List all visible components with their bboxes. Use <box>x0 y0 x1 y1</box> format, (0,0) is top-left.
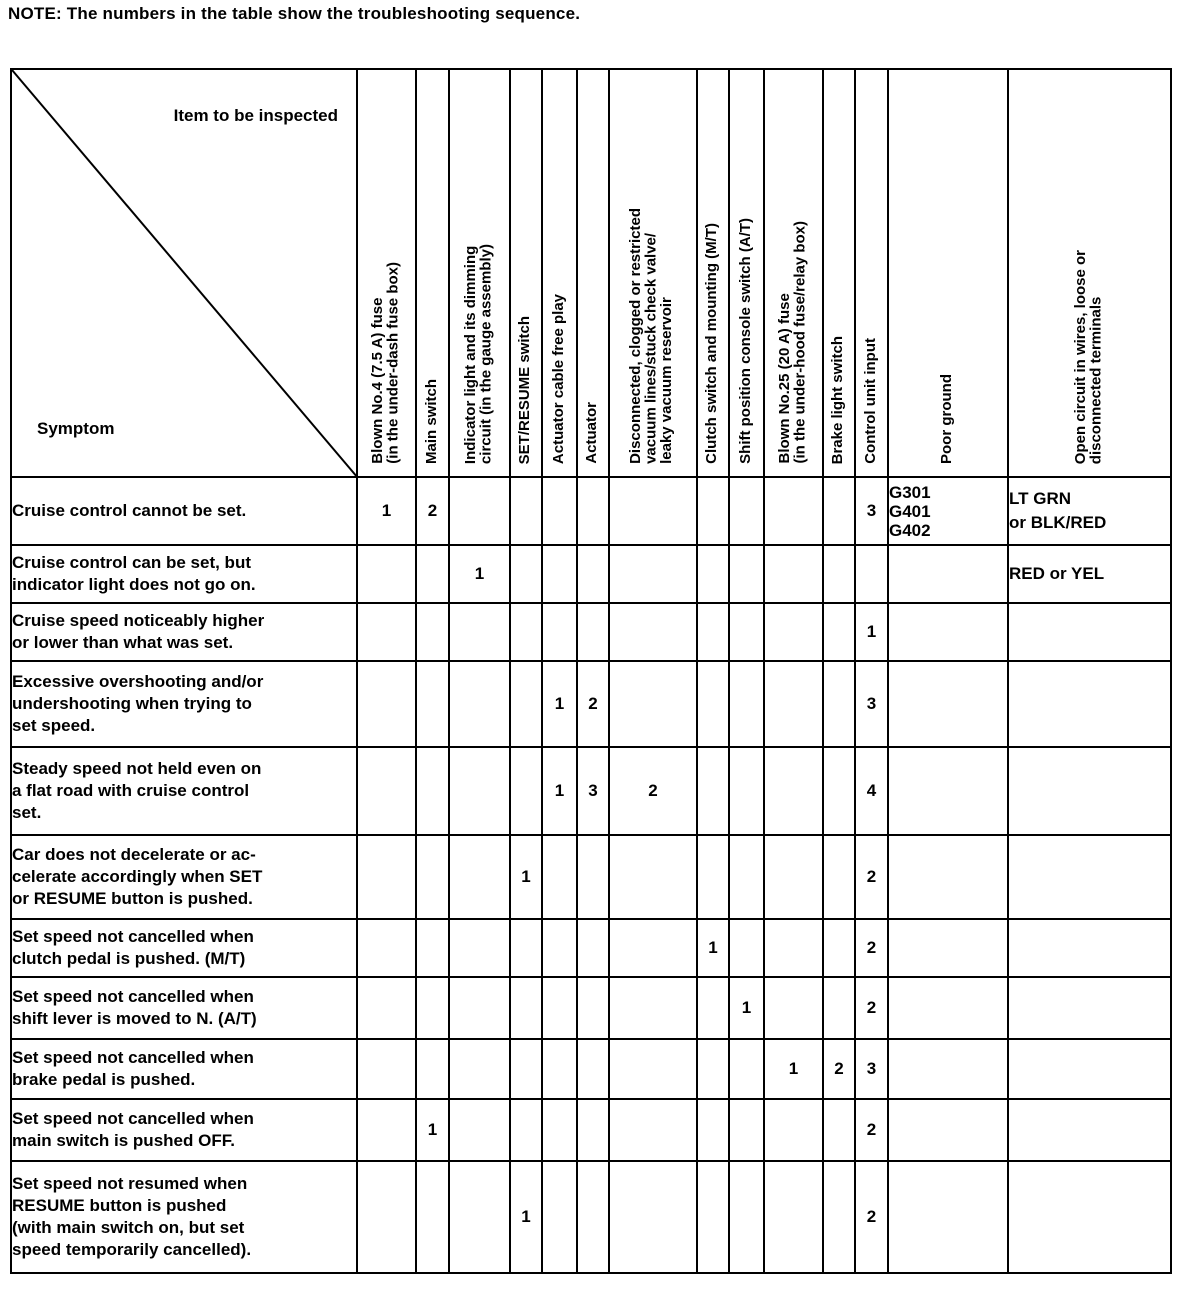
column-header-fuse-no4: Blown No.4 (7.5 A) fuse (in the under-dash fuse box) <box>357 69 416 477</box>
column-header-shift-position-switch: Shift position console switch (A/T) <box>729 69 764 477</box>
sequence-cell: 2 <box>855 1099 888 1161</box>
corner-cell <box>11 69 357 477</box>
sequence-cell <box>542 835 577 919</box>
open-circuit-cell <box>1008 835 1171 919</box>
sequence-cell <box>416 835 449 919</box>
sequence-cell <box>416 977 449 1039</box>
table-row <box>11 1161 1171 1273</box>
sequence-cell <box>542 1161 577 1273</box>
poor-ground-cell <box>888 661 1008 747</box>
sequence-cell <box>729 1039 764 1099</box>
sequence-cell <box>764 747 823 835</box>
sequence-cell <box>609 545 697 603</box>
poor-ground-cell <box>888 919 1008 977</box>
sequence-cell: 1 <box>510 1161 542 1273</box>
sequence-cell <box>416 661 449 747</box>
sequence-cell <box>609 835 697 919</box>
open-circuit-cell <box>1008 1039 1171 1099</box>
sequence-cell <box>357 919 416 977</box>
sequence-cell <box>823 919 855 977</box>
sequence-cell: 3 <box>577 747 609 835</box>
sequence-cell: 1 <box>357 477 416 545</box>
sequence-cell <box>577 977 609 1039</box>
column-header-poor-ground: Poor ground <box>888 69 1008 477</box>
table-row <box>11 1039 1171 1099</box>
poor-ground-cell <box>888 835 1008 919</box>
sequence-cell <box>764 1161 823 1273</box>
sequence-cell <box>697 977 729 1039</box>
sequence-cell <box>609 1161 697 1273</box>
sequence-cell <box>764 835 823 919</box>
sequence-cell <box>823 603 855 661</box>
open-circuit-cell <box>1008 1099 1171 1161</box>
sequence-cell <box>577 603 609 661</box>
poor-ground-cell <box>888 603 1008 661</box>
item-inspected-label: Item to be inspected <box>173 106 338 125</box>
column-header-main-switch: Main switch <box>416 69 449 477</box>
column-header-control-unit-input: Control unit input <box>855 69 888 477</box>
sequence-cell <box>823 1099 855 1161</box>
sequence-cell: 3 <box>855 477 888 545</box>
sequence-cell <box>510 477 542 545</box>
sequence-cell <box>542 977 577 1039</box>
sequence-cell <box>510 545 542 603</box>
sequence-cell <box>729 603 764 661</box>
sequence-cell <box>609 661 697 747</box>
table-row <box>11 661 1171 747</box>
symptom-cell: Set speed not resumed when RESUME button is pushed (with main switch on, but set speed temporarily cancelled). <box>11 1161 357 1273</box>
poor-ground-cell <box>888 1039 1008 1099</box>
sequence-cell <box>764 661 823 747</box>
table-row <box>11 477 1171 545</box>
sequence-cell <box>823 661 855 747</box>
sequence-cell <box>449 1099 510 1161</box>
sequence-cell <box>729 747 764 835</box>
sequence-cell <box>357 603 416 661</box>
sequence-cell <box>764 977 823 1039</box>
sequence-cell <box>697 1161 729 1273</box>
sequence-cell <box>697 545 729 603</box>
sequence-cell <box>823 747 855 835</box>
sequence-cell <box>764 603 823 661</box>
sequence-cell: 3 <box>855 1039 888 1099</box>
sequence-cell <box>823 545 855 603</box>
sequence-cell <box>416 545 449 603</box>
sequence-cell <box>609 977 697 1039</box>
sequence-cell <box>449 661 510 747</box>
sequence-cell <box>449 747 510 835</box>
symptom-cell: Cruise speed noticeably higher or lower than what was set. <box>11 603 357 661</box>
table-row <box>11 545 1171 603</box>
symptom-cell: Cruise control cannot be set. <box>11 477 357 545</box>
sequence-cell: 3 <box>855 661 888 747</box>
sequence-cell <box>357 977 416 1039</box>
symptom-cell: Cruise control can be set, but indicator light does not go on. <box>11 545 357 603</box>
sequence-cell <box>510 747 542 835</box>
column-header-set-resume-switch: SET/RESUME switch <box>510 69 542 477</box>
sequence-cell <box>449 1161 510 1273</box>
column-header-brake-light-switch: Brake light switch <box>823 69 855 477</box>
sequence-cell: 2 <box>855 835 888 919</box>
symptom-label: Symptom <box>37 419 115 438</box>
column-header-indicator-light: Indicator light and its dimming circuit (in the gauge assembly) <box>449 69 510 477</box>
open-circuit-cell <box>1008 747 1171 835</box>
sequence-cell <box>697 747 729 835</box>
sequence-cell <box>609 919 697 977</box>
symptom-cell: Set speed not cancelled when shift lever is moved to N. (A/T) <box>11 977 357 1039</box>
sequence-cell <box>542 603 577 661</box>
symptom-cell: Excessive overshooting and/or undershooting when trying to set speed. <box>11 661 357 747</box>
sequence-cell: 1 <box>855 603 888 661</box>
sequence-cell: 1 <box>510 835 542 919</box>
sequence-cell: 2 <box>823 1039 855 1099</box>
sequence-cell <box>542 919 577 977</box>
troubleshooting-table <box>10 68 1172 1274</box>
column-header-fuse-no25: Blown No.25 (20 A) fuse (in the under-hood fuse/relay box) <box>764 69 823 477</box>
open-circuit-cell <box>1008 977 1171 1039</box>
sequence-cell <box>577 1099 609 1161</box>
sequence-cell <box>357 1039 416 1099</box>
sequence-cell <box>416 747 449 835</box>
symptom-cell: Car does not decelerate or ac- celerate accordingly when SET or RESUME button is pushed. <box>11 835 357 919</box>
sequence-cell <box>357 747 416 835</box>
sequence-cell <box>855 545 888 603</box>
sequence-cell: 1 <box>764 1039 823 1099</box>
sequence-cell <box>764 477 823 545</box>
sequence-cell <box>449 603 510 661</box>
poor-ground-cell <box>888 545 1008 603</box>
sequence-cell: 1 <box>542 661 577 747</box>
sequence-cell <box>729 545 764 603</box>
open-circuit-cell <box>1008 919 1171 977</box>
sequence-cell <box>416 603 449 661</box>
sequence-cell <box>729 835 764 919</box>
open-circuit-cell <box>1008 661 1171 747</box>
sequence-cell <box>697 1099 729 1161</box>
sequence-cell: 1 <box>542 747 577 835</box>
poor-ground-cell <box>888 1099 1008 1161</box>
sequence-cell: 1 <box>416 1099 449 1161</box>
sequence-cell: 2 <box>855 1161 888 1273</box>
sequence-cell <box>542 1099 577 1161</box>
header-row <box>11 69 1171 477</box>
sequence-cell <box>729 919 764 977</box>
sequence-cell <box>577 1039 609 1099</box>
sequence-cell <box>764 919 823 977</box>
open-circuit-cell: RED or YEL <box>1008 545 1171 603</box>
sequence-cell <box>823 977 855 1039</box>
sequence-cell <box>542 1039 577 1099</box>
column-header-actuator-cable: Actuator cable free play <box>542 69 577 477</box>
note-text: NOTE: The numbers in the table show the troubleshooting sequence. <box>8 4 581 23</box>
sequence-cell: 2 <box>855 919 888 977</box>
table-row <box>11 977 1171 1039</box>
sequence-cell <box>510 977 542 1039</box>
sequence-cell <box>729 1099 764 1161</box>
sequence-cell <box>609 1039 697 1099</box>
sequence-cell <box>510 603 542 661</box>
sequence-cell <box>764 545 823 603</box>
open-circuit-cell: LT GRN or BLK/RED <box>1008 477 1171 545</box>
sequence-cell <box>609 603 697 661</box>
sequence-cell <box>510 919 542 977</box>
sequence-cell <box>697 835 729 919</box>
table-row <box>11 1099 1171 1161</box>
sequence-cell <box>697 603 729 661</box>
column-header-actuator: Actuator <box>577 69 609 477</box>
sequence-cell <box>449 835 510 919</box>
sequence-cell: 1 <box>729 977 764 1039</box>
corner-diagonal <box>12 70 358 478</box>
sequence-cell <box>697 661 729 747</box>
sequence-cell <box>729 477 764 545</box>
poor-ground-cell <box>888 747 1008 835</box>
sequence-cell: 2 <box>577 661 609 747</box>
sequence-cell <box>449 919 510 977</box>
sequence-cell <box>823 1161 855 1273</box>
sequence-cell <box>729 661 764 747</box>
symptom-cell: Set speed not cancelled when brake pedal is pushed. <box>11 1039 357 1099</box>
sequence-cell <box>577 545 609 603</box>
sequence-cell <box>729 1161 764 1273</box>
symptom-cell: Set speed not cancelled when main switch is pushed OFF. <box>11 1099 357 1161</box>
sequence-cell <box>764 1099 823 1161</box>
sequence-cell <box>416 919 449 977</box>
sequence-cell: 2 <box>609 747 697 835</box>
sequence-cell: 2 <box>855 977 888 1039</box>
symptom-cell: Steady speed not held even on a flat road with cruise control set. <box>11 747 357 835</box>
open-circuit-cell <box>1008 603 1171 661</box>
sequence-cell: 1 <box>697 919 729 977</box>
sequence-cell <box>510 661 542 747</box>
column-header-vacuum-lines: Disconnected, clogged or restricted vacuum lines/stuck check valve/ leaky vacuum reservoir <box>609 69 697 477</box>
poor-ground-cell: G301 G401 G402 <box>888 477 1008 545</box>
sequence-cell <box>577 477 609 545</box>
sequence-cell: 4 <box>855 747 888 835</box>
table-row <box>11 747 1171 835</box>
sequence-cell <box>510 1039 542 1099</box>
sequence-cell <box>357 1099 416 1161</box>
sequence-cell <box>609 1099 697 1161</box>
sequence-cell <box>357 661 416 747</box>
sequence-cell <box>357 545 416 603</box>
sequence-cell <box>449 1039 510 1099</box>
table-row <box>11 603 1171 661</box>
sequence-cell <box>416 1161 449 1273</box>
sequence-cell <box>357 835 416 919</box>
column-header-clutch-switch: Clutch switch and mounting (M/T) <box>697 69 729 477</box>
sequence-cell <box>449 977 510 1039</box>
poor-ground-cell <box>888 1161 1008 1273</box>
sequence-cell <box>823 477 855 545</box>
sequence-cell <box>416 1039 449 1099</box>
sequence-cell <box>697 1039 729 1099</box>
sequence-cell: 2 <box>416 477 449 545</box>
sequence-cell <box>697 477 729 545</box>
column-header-open-circuit: Open circuit in wires, loose or disconnected terminals <box>1008 69 1171 477</box>
poor-ground-cell <box>888 977 1008 1039</box>
open-circuit-cell <box>1008 1161 1171 1273</box>
sequence-cell <box>609 477 697 545</box>
sequence-cell <box>577 835 609 919</box>
sequence-cell <box>357 1161 416 1273</box>
symptom-cell: Set speed not cancelled when clutch pedal is pushed. (M/T) <box>11 919 357 977</box>
sequence-cell <box>542 545 577 603</box>
sequence-cell <box>542 477 577 545</box>
sequence-cell <box>449 477 510 545</box>
table-row <box>11 919 1171 977</box>
sequence-cell <box>823 835 855 919</box>
sequence-cell: 1 <box>449 545 510 603</box>
sequence-cell <box>510 1099 542 1161</box>
sequence-cell <box>577 919 609 977</box>
table-row <box>11 835 1171 919</box>
sequence-cell <box>577 1161 609 1273</box>
